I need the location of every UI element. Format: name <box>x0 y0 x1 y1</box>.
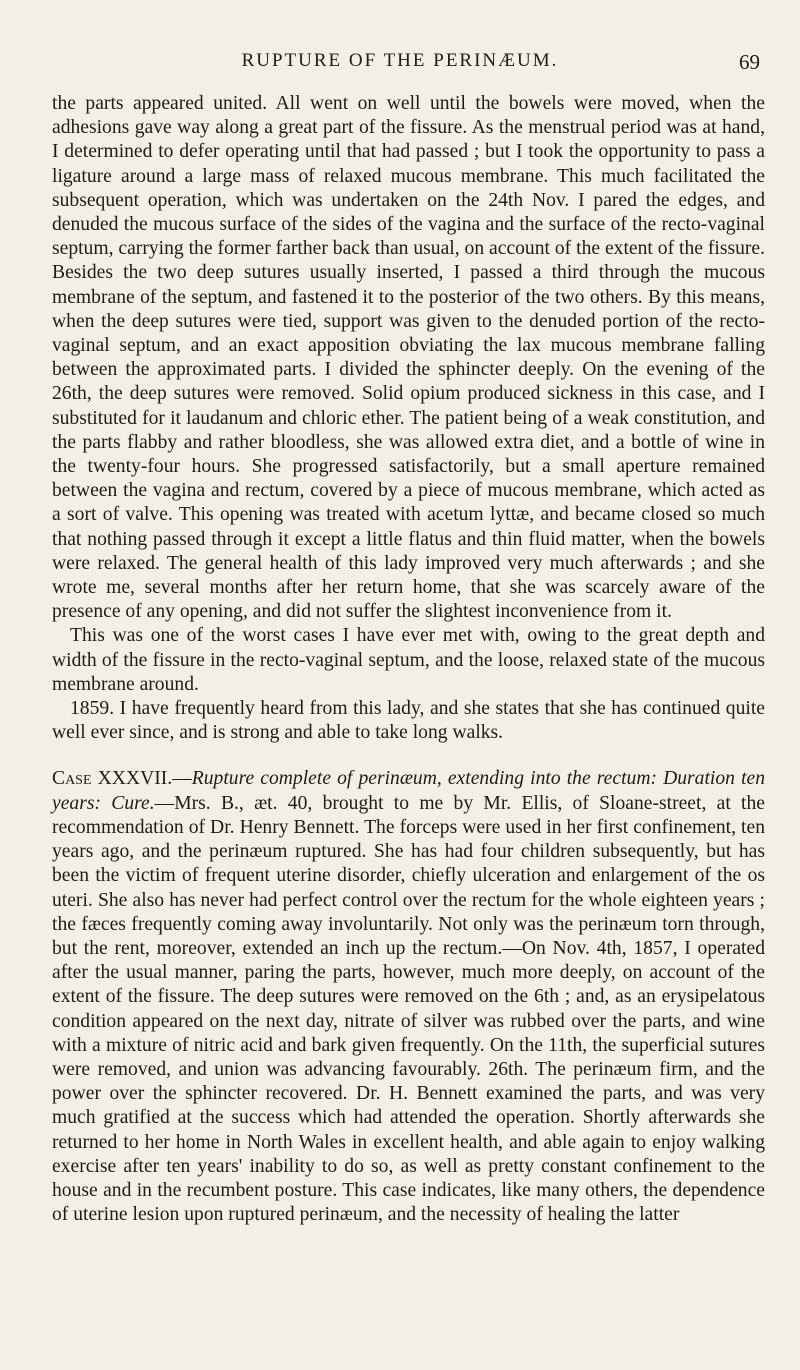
paragraph-followup: 1859. I have frequently heard from this lady, and she states that she has continued quite well ever since, and is strong and able to take long walks. <box>52 698 765 744</box>
running-title: RUPTURE OF THE PERINÆUM. <box>241 50 559 71</box>
case-text: —Mrs. B., æt. 40, brought to me by Mr. Ellis, of Sloane-street, at the recommendation of Dr. Henry Bennett. The forceps were used in her first confinement, ten years ago, and the perinæum ruptured. She has had four children subsequently, but has been the victim of frequent uterine disorder, chiefly ulceration and enlargement of the os uteri. She also has never had perfect control over the rectum for the whole eighteen years ; the fæces frequently coming away involuntarily. Not only was the perinæum torn through, but the rent, moreover, extended an inch up the rectum.—On Nov. 4th, 1857, I operated after the usual manner, paring the parts, however, much more deeply, on account of the extent of the fissure. The deep sutures were removed on the 6th ; and, as an erysipelatous condition appeared on the next day, nitrate of silver was rubbed over the parts, and wine with a mixture of nitric acid and bark given frequently. On the 11th, the superficial sutures were removed, and union was advancing favourably. 26th. The perinæum firm, and the power over the sphincter recovered. Dr. H. Bennett examined the parts, and was very much gratified at the success which had attended the operation. Shortly afterwards she returned to her home in North Wales in excellent health, and able again to enjoy walking exercise after ten years' inability to do so, as well as pretty constant confinement to the house and in the recumbent posture. This case indicates, like many others, the dependence of uterine lesion upon ruptured perinæum, and the necessity of healing the latter <box>52 792 765 1226</box>
page-number: 69 <box>739 50 760 74</box>
case-title: Rupture complete of perinæum, extending into the rectum: Duration ten years: Cure. <box>52 768 766 814</box>
paragraph-summary: This was one of the worst cases I have ever met with, owing to the great depth and width of the fissure in the recto-vaginal septum, and the loose, relaxed state of the mucous membrane around. <box>52 625 765 695</box>
body-text <box>52 92 765 1227</box>
paragraph-continuation: the parts appeared united. All went on well until the bowels were moved, when the adhesions gave way along a great part of the fissure. As the menstrual period was at hand, I determined to defer operating until that had passed ; but I took the opportunity to pass a ligature around a large mass of relaxed mucous membrane. This much facilitated the subsequent operation, which was undertaken on the 24th Nov. I pared the edges, and denuded the mucous surface of the sides of the vagina and the surface of the recto-vaginal septum, carrying the former farther back than usual, on account of the extent of the fissure. Besides the two deep sutures usually inserted, I passed a third through the mucous membrane of the septum, and fastened it to the posterior of the two others. By this means, when the deep sutures were tied, support was given to the denuded portion of the recto-vaginal septum, and an exact apposition obviating the lax mucous membrane falling between the approximated parts. I divided the sphincter deeply. On the evening of the 26th, the deep sutures were removed. Solid opium produced sickness in this case, and I substituted for it laudanum and chloric ether. The patient being of a weak constitution, and the parts flabby and rather bloodless, she was allowed extra diet, and a bottle of wine in the twenty-four hours. She progressed satisfactorily, but a small aperture remained between the vagina and rectum, covered by a piece of mucous membrane, which acted as a sort of valve. This opening was treated with acetum lyttæ, and became closed so much that nothing passed through it except a little flatus and thin fluid matter, when the bowels were relaxed. The general health of this lady improved very much afterwards ; and she wrote me, several months after her return home, that she was scarcely aware of the presence of any opening, and did not suffer the slightest inconvenience from it. <box>52 93 765 623</box>
case-paragraph <box>52 767 765 1227</box>
running-head <box>0 50 800 80</box>
case-dash: — <box>172 768 192 790</box>
case-label: Case XXXVII. <box>52 768 173 790</box>
